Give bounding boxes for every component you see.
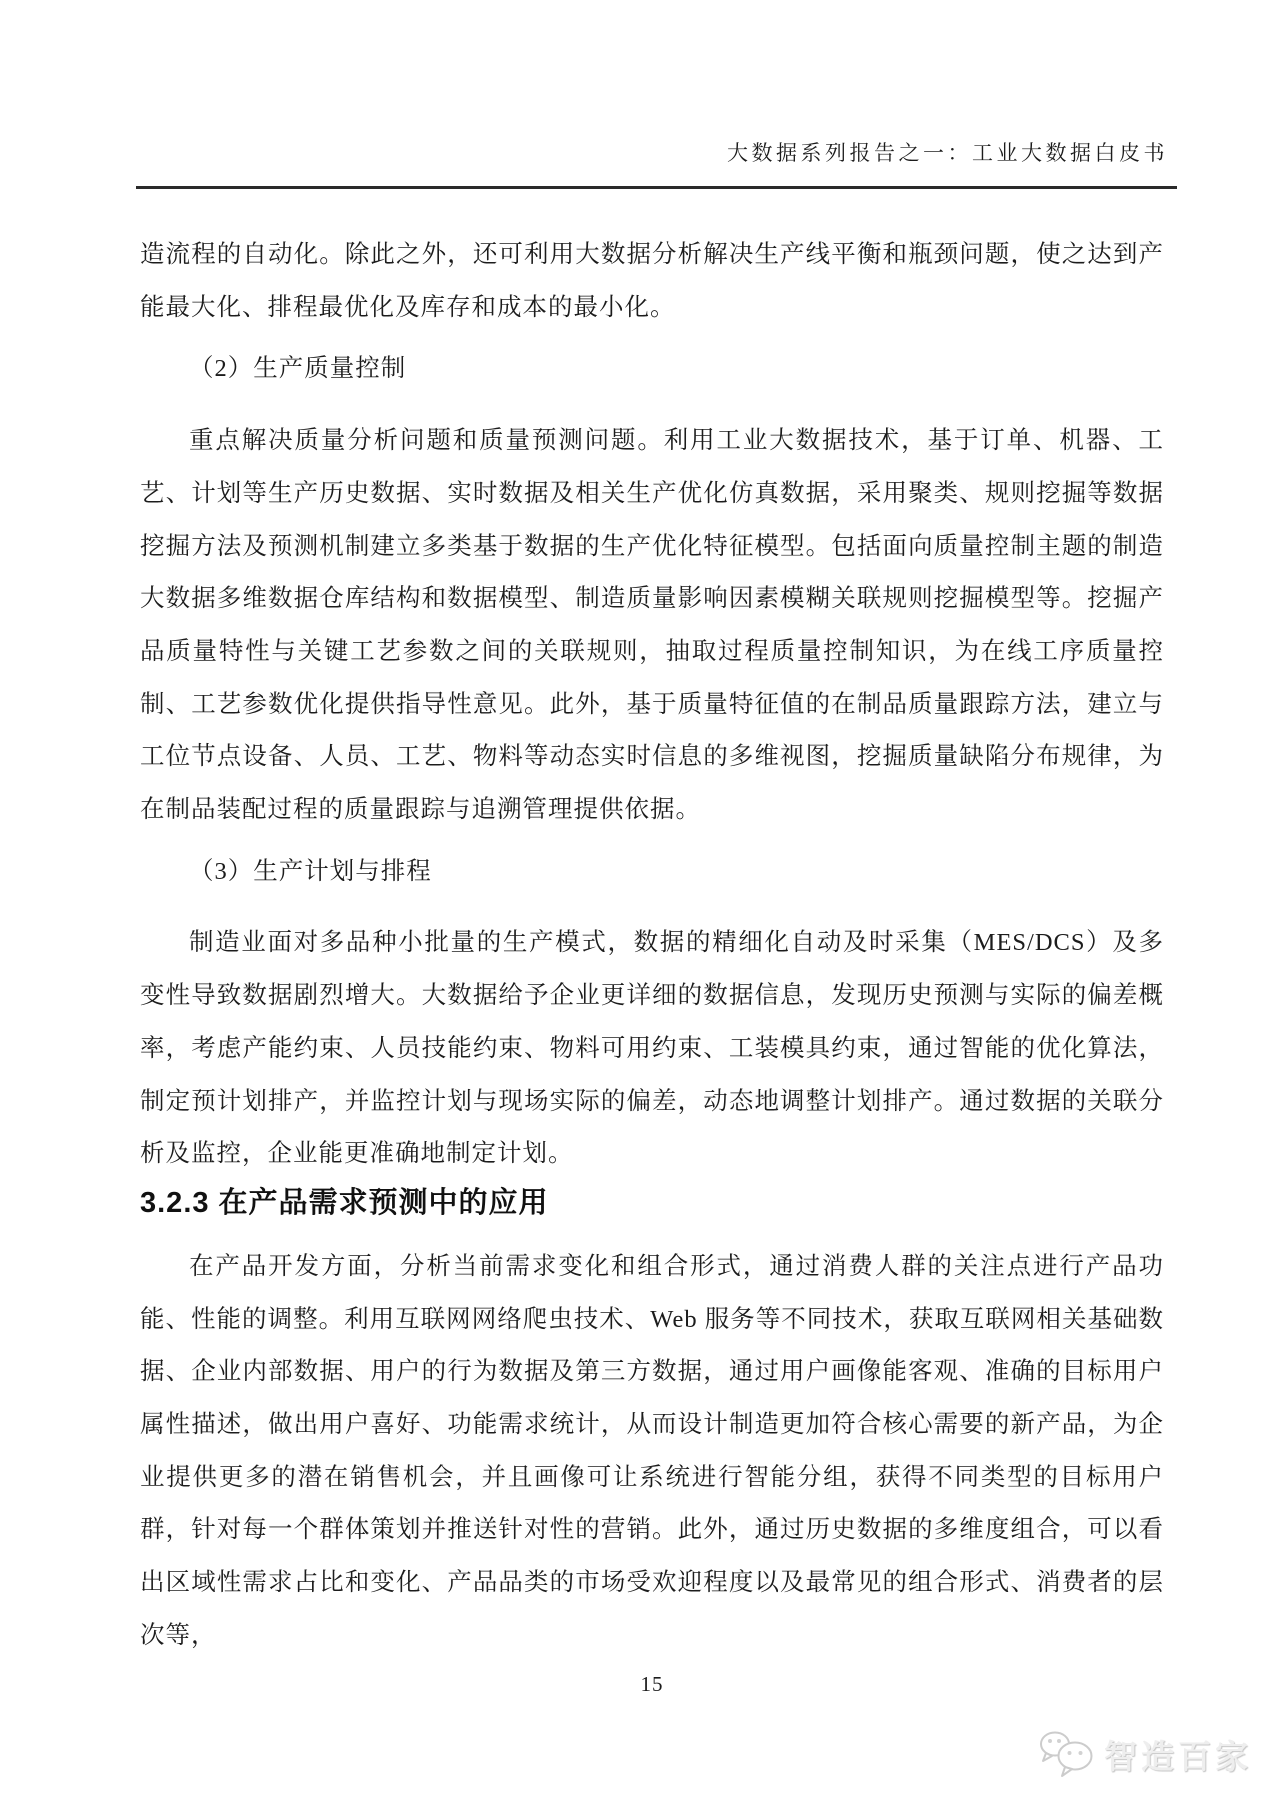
header-rule — [136, 186, 1177, 189]
running-header-title: 大数据系列报告之一：工业大数据白皮书 — [727, 141, 1168, 165]
sub-item-2-production-quality-control: （2）生产质量控制 — [189, 355, 407, 383]
page-body — [140, 229, 1164, 1663]
sub-item-3-production-planning-scheduling: （3）生产计划与排程 — [189, 857, 432, 885]
wechat-chat-bubbles-icon — [1038, 1729, 1096, 1779]
paragraph-continued-from-previous-page: 造流程的自动化。除此之外，还可利用大数据分析解决生产线平衡和瓶颈问题，使之达到产能最大化、排程最优化及库存和成本的最小化。 — [140, 241, 1164, 321]
page-number: 15 — [640, 1672, 664, 1696]
paragraph-planning-scheduling: 制造业面对多品种小批量的生产模式，数据的精细化自动及时采集（MES/DCS）及多变性导致数据剧烈增大。大数据给予企业更详细的数据信息，发现历史预测与实际的偏差概率，考虑产能约束、人员技能约束、物料可用约束、工装模具约束，通过智能的优化算法，制定预计划排产，并监控计划与现场实际的偏差，动态地调整计划排产。通过数据的关联分析及监控，企业能更准确地制定计划。 — [140, 929, 1164, 1168]
watermark-label: 智造百家 — [1104, 1737, 1252, 1775]
paragraph-quality-control: 重点解决质量分析问题和质量预测问题。利用工业大数据技术，基于订单、机器、工艺、计划等生产历史数据、实时数据及相关生产优化仿真数据，采用聚类、规则挖掘等数据挖掘方法及预测机制建立多类基于数据的生产优化特征模型。包括面向质量控制主题的制造大数据多维数据仓库结构和数据模型、制造质量影响因素模糊关联规则挖掘模型等。挖掘产品质量特性与关键工艺参数之间的关联规则，抽取过程质量控制知识，为在线工序质量控制、工艺参数优化提供指导性意见。此外，基于质量特征值的在制品质量跟踪方法，建立与工位节点设备、人员、工艺、物料等动态实时信息的多维视图，挖掘质量缺陷分布规律，为在制品装配过程的质量跟踪与追溯管理提供依据。 — [140, 427, 1164, 824]
section-heading-3-2-3: 3.2.3 在产品需求预测中的应用 — [140, 1186, 549, 1219]
watermark — [1038, 1729, 1252, 1779]
paragraph-demand-forecast: 在产品开发方面，分析当前需求变化和组合形式，通过消费人群的关注点进行产品功能、性能的调整。利用互联网网络爬虫技术、Web 服务等不同技术，获取互联网相关基础数据、企业内部数据、用户的行为数据及第三方数据，通过用户画像能客观、准确的目标用户属性描述，做出用户喜好、功能需求统计，从而设计制造更加符合核心需要的新产品，为企业提供更多的潜在销售机会，并且画像可让系统进行智能分组，获得不同类型的目标用户群，针对每一个群体策划并推送针对性的营销。此外，通过历史数据的多维度组合，可以看出区域性需求占比和变化、产品品类的市场受欢迎程度以及最常见的组合形式、消费者的层次等， — [140, 1252, 1164, 1649]
